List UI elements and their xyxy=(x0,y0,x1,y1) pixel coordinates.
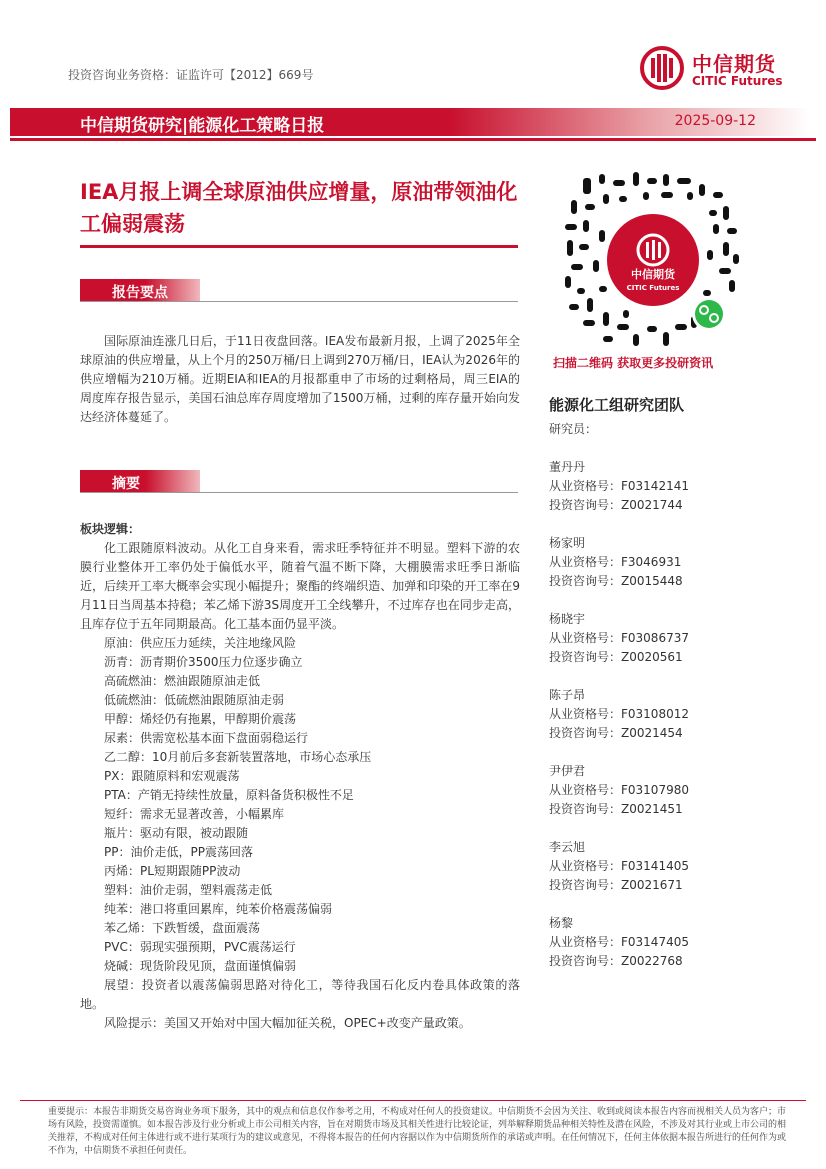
researcher-consult: 投资咨询号：Z0022768 xyxy=(549,954,683,968)
list-item: 丙烯：PL短期跟随PP波动 xyxy=(104,864,241,878)
outlook-text: 展望：投资者以震荡偏弱思路对待化工，等待我国石化反内卷具体政策的落地。 xyxy=(80,978,520,1011)
list-item: PVC：弱现实强预期，PVC震荡运行 xyxy=(104,940,296,954)
researcher-card xyxy=(549,534,683,591)
mini-program-icon xyxy=(695,300,723,328)
qr-caption: 扫描二维码 获取更多投研资讯 xyxy=(553,356,714,370)
researcher-label: 研究员： xyxy=(549,422,598,436)
researcher-consult: 投资咨询号：Z0021671 xyxy=(549,878,683,892)
list-item: 短纤：需求无显著改善，小幅累库 xyxy=(104,807,285,821)
researcher-consult: 投资咨询号：Z0021451 xyxy=(549,802,683,816)
block-logic-label: 板块逻辑： xyxy=(80,522,141,536)
summary-label: 摘要 xyxy=(112,476,140,492)
researcher-card xyxy=(549,914,689,971)
researcher-card xyxy=(549,458,689,515)
researcher-license: 从业资格号：F03142141 xyxy=(549,479,689,493)
brand-name-cn: 中信期货 xyxy=(692,52,776,76)
researcher-name: 尹伊君 xyxy=(549,764,586,778)
key-points-tag xyxy=(80,279,200,301)
list-item: PX：跟随原料和宏观震荡 xyxy=(104,769,240,783)
list-item: PTA：产销无持续性放量，原料备货积极性不足 xyxy=(104,788,354,802)
brand-name-en: CITIC Futures xyxy=(692,74,783,88)
list-item: 低硫燃油：低硫燃油跟随原油走弱 xyxy=(104,693,285,707)
researcher-name: 陈子昂 xyxy=(549,688,586,702)
researcher-license: 从业资格号：F03107980 xyxy=(549,783,689,797)
researcher-license: 从业资格号：F3046931 xyxy=(549,555,682,569)
title-divider xyxy=(80,245,518,248)
disclaimer-text: 重要提示：本报告非期货交易咨询业务项下服务，其中的观点和信息仅作参考之用，不构成对任何人的投资建议。中信期货不会因为关注、收到或阅读本报告内容而视相关人员为客户；市场有风险，投资需谨慎。如本报告涉及行业分析或上市公司相关内容，旨在对期货市场及其相关性进行比较论证，列举解释期货品种相关特性及潜在风险，不涉及对其行业或上市公司的相关推荐，不构成对任何主体进行或不进行某项行为的建议或意见，不得将本报告的任何内容据以作为中信期货所作的承诺或声明。在任何情况下，任何主体依据本报告所进行的任何作为或不作为，中信期货不承担任何责任。 xyxy=(48,1107,787,1156)
researcher-license: 从业资格号：F03141405 xyxy=(549,859,689,873)
researcher-name: 董丹丹 xyxy=(549,460,586,474)
list-item: 高硫燃油：燃油跟随原油走低 xyxy=(104,674,261,688)
list-item: 甲醇：烯烃仍有拖累，甲醇期价震荡 xyxy=(104,712,297,726)
team-title: 能源化工组研究团队 xyxy=(549,396,685,414)
researcher-card xyxy=(549,686,689,743)
researcher-name: 杨晓宇 xyxy=(549,612,586,626)
summary-tag xyxy=(80,470,200,492)
qr-brand-cn: 中信期货 xyxy=(631,268,675,281)
list-item: 烧碱：现货阶段见顶，盘面谨慎偏弱 xyxy=(104,959,297,973)
list-item: 瓶片：驱动有限，被动跟随 xyxy=(104,826,249,840)
list-item: 苯乙烯：下跌暂缓，盘面震荡 xyxy=(104,921,261,935)
researcher-card xyxy=(549,838,689,895)
block-logic-text: 化工跟随原料波动。从化工自身来看，需求旺季特征并不明显。塑料下游的农膜行业整体开工率仍处于偏低水平，随着气温不断下降，大棚膜需求旺季日渐临近，后续开工率大概率会实现小幅提升；聚酯的终端织造、加弹和印染的开工率在9月11日当周基本持稳；苯乙烯下游3S周度开工全线攀升，不过库存也在同步走高，且库存位于五年同期最高。化工基本面仍显平淡。 xyxy=(80,541,520,631)
researcher-consult: 投资咨询号：Z0015448 xyxy=(549,574,683,588)
list-item: 纯苯：港口将重回累库，纯苯价格震荡偏弱 xyxy=(104,902,333,916)
report-title: IEA月报上调全球原油供应增量，原油带领油化工偏弱震荡 xyxy=(80,180,518,236)
report-header-bar xyxy=(10,108,816,142)
key-points-label: 报告要点 xyxy=(112,285,168,301)
key-points-text: 国际原油连涨几日后，于11日夜盘回落。IEA发布最新月报，上调了2025年全球原油的供应增量，从上个月的250万桶/日上调到270万桶/日，IEA认为2026年的供应增幅为210万桶。近期EIA和IEA的月报都重申了市场的过剩格局，周三EIA的周度库存报告显示，美国石油总库存周度增加了1500万桶，过剩的库存量开始向发达经济体蔓延了。 xyxy=(80,334,520,424)
list-item: 沥青：沥青期价3500压力位逐步确立 xyxy=(104,655,303,669)
summary-body xyxy=(80,520,520,1033)
researcher-license: 从业资格号：F03147405 xyxy=(549,935,689,949)
researcher-consult: 投资咨询号：Z0021744 xyxy=(549,498,683,512)
researcher-name: 杨黎 xyxy=(549,916,574,930)
footer-divider xyxy=(20,1100,806,1101)
citic-logo-icon xyxy=(640,46,684,90)
brand-logo xyxy=(640,46,810,96)
section-divider xyxy=(80,301,518,302)
license-text: 投资咨询业务资格：证监许可【2012】669号 xyxy=(68,68,314,82)
researcher-name: 杨家明 xyxy=(549,536,586,550)
report-series-title: 中信期货研究|能源化工策略日报 xyxy=(80,116,325,136)
risk-text: 风险提示：美国又开始对中国大幅加征关税，OPEC+改变产量政策。 xyxy=(104,1016,471,1030)
researcher-card xyxy=(549,762,689,819)
researcher-license: 从业资格号：F03086737 xyxy=(549,631,689,645)
list-item: 原油：供应压力延续，关注地缘风险 xyxy=(104,636,297,650)
researcher-consult: 投资咨询号：Z0020561 xyxy=(549,650,683,664)
list-item: PP：油价走低，PP震荡回落 xyxy=(104,845,253,859)
researcher-card xyxy=(549,610,689,667)
section-divider xyxy=(80,492,518,493)
qr-brand-en: CITIC Futures xyxy=(626,284,680,292)
researcher-consult: 投资咨询号：Z0021454 xyxy=(549,726,683,740)
list-item: 塑料：油价走弱，塑料震荡走低 xyxy=(104,883,273,897)
report-date: 2025-09-12 xyxy=(674,113,756,129)
list-item: 乙二醇：10月前后多套新装置落地，市场心态承压 xyxy=(104,750,372,764)
list-item: 尿素：供需宽松基本面下盘面弱稳运行 xyxy=(104,731,309,745)
researcher-name: 李云旭 xyxy=(549,840,586,854)
researcher-license: 从业资格号：F03108012 xyxy=(549,707,689,721)
qr-code[interactable] xyxy=(563,170,743,350)
